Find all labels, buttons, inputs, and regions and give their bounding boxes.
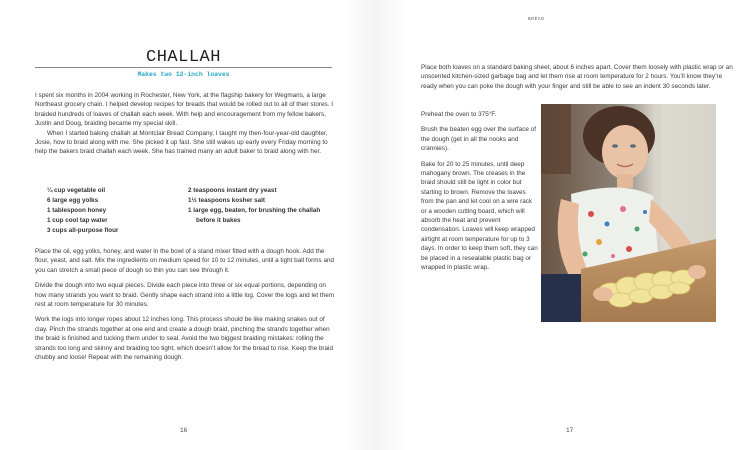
intro-paragraph: I spent six months in 2004 working in Rochester, New York, at the flagship bakery for Wegmans, a large Northeast grocery chain. I helped develop recipes for breads that would be rolled out to all of their stores. I braided hundreds of loaves of challah each week. With help and encouragement from my fellow bakers, Justin and Doug, braiding became my special skill. [35,92,333,128]
method-step: Bake for 20 to 25 minutes, until deep mahogany brown. The creases in the braid should still be light in color but starting to brown. Remove the loaves from the pan and let cool on a wire rack or a wooden cutting board, which will absorb the heat and prevent condensation. Loaves will keep wrapped airtight at room temperature for up to 3 days. In order to keep them soft, they can be placed in a resealable plastic bag or wrapped in plastic wrap. [421,160,538,272]
page-number-right: 17 [566,427,574,434]
title-rule [35,67,332,68]
ingredient-item: 1 tablespoon honey [47,206,107,214]
ingredient-item: 1 cup cool tap water [47,216,108,224]
ingredient-item: ¼ cup vegetable oil [47,187,106,194]
ingredient-item: 1 large egg, beaten, for brushing the challah before it bakes [188,206,321,224]
page-number-left: 16 [180,427,188,434]
method-steps-right [421,63,739,97]
method-step: Preheat the oven to 375°F. [421,111,497,118]
method-step: Brush the beaten egg over the surface of the dough (get in all the nooks and crannies). [421,126,536,153]
method-step: Place the oil, egg yolks, honey, and water in the bowl of a stand mixer fitted with a dough hook. Add the flour, yeast, and salt. Mix the ingredients on medium speed for 10 to 12 minutes, until a tight ball forms and you can stretch a small piece of dough so thin you can see through it. [35,248,335,274]
method-step: Divide the dough into two equal pieces. Divide each piece into three or six equal portions, depending on how many strands you want to braid. Gently shape each strand into a little log. Cover the logs and let them rest at room temperature for 30 minutes. [35,282,335,309]
ingredient-item: 2 teaspoons instant dry yeast [188,187,277,194]
ingredient-item: 3 cups all-purpose flour [47,226,119,234]
photo-girl-braiding-challah [541,104,716,322]
recipe-intro [35,91,335,157]
method-step: Place both loaves on a standard baking sheet, about 6 inches apart. Cover them loosely with plastic wrap or an unscented kitchen-sized garbage bag and let them rise at room temperature for 2 hours. You’ll know they’re ready when you can poke the dough with your finger and still be able to see an indent 30 seconds later. [421,64,733,90]
running-head: BREAD [528,17,545,22]
recipe-title: CHALLAH [146,48,221,67]
ingredient-item: 6 large egg yolks [47,196,99,204]
method-steps-right-column [421,110,539,279]
photo-illustration [541,104,716,322]
ingredient-column-left [47,186,188,236]
ingredient-list [47,186,327,236]
ingredient-column-right [188,186,327,236]
method-steps-left [35,247,335,368]
intro-paragraph: When I started baking challah at Montclair Bread Company, I taught my then-four-year-old daughter, Josie, how to braid along with me. She picked it up fast. She still wakes up early every Friday morning to help the bakers braid challah each week. She has trained many an adult baker to braid along with her. [35,129,328,156]
method-step: Work the logs into longer ropes about 12 inches long. This process should be like making snakes out of clay. Pinch the strands together at one end and create a dough braid, pinching the strands together when the braid is finished and tucking them under to seal. Avoid the two biggest braiding mistakes: rolling the strands too long and skinny and braiding too tight, which doesn’t allow for the bread to rise. Keep the braid chubby and loose! Repeat with the remaining dough. [35,316,333,362]
recipe-yield: Makes two 12-inch loaves [137,71,230,78]
ingredient-item: 1½ teaspoons kosher salt [188,196,265,204]
